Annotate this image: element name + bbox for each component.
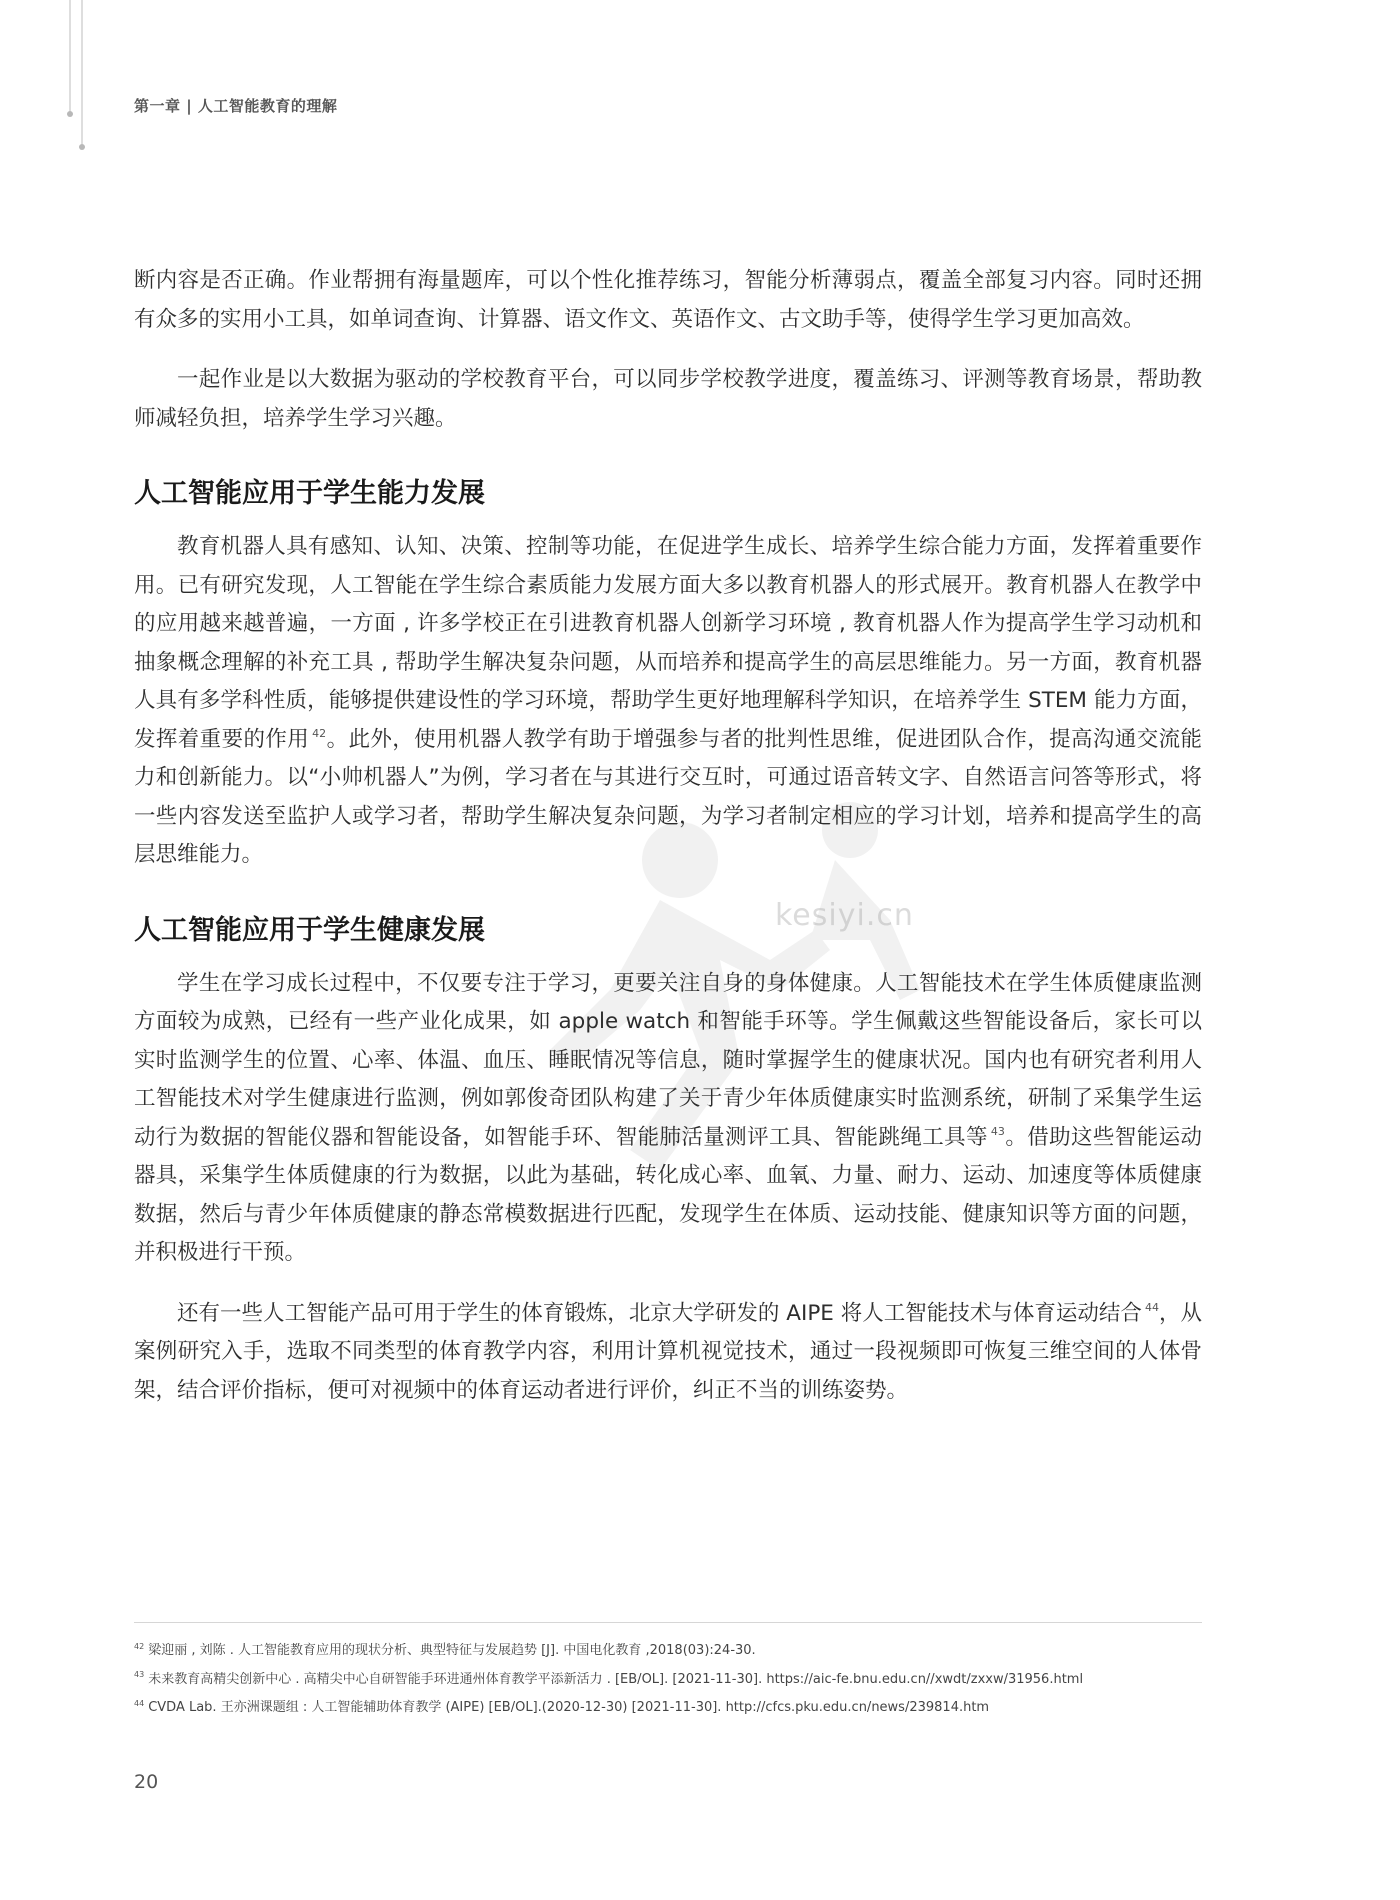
footnote: [134, 1666, 1202, 1695]
section-title-health: 人工智能应用于学生健康发展: [134, 914, 485, 946]
footnote-text: 未来教育高精尖创新中心 . 高精尖中心自研智能手环进通州体育教学平添新活力 . [EB/OL]. [2021-11-30]. https://aic-fe.bnu.edu.cn//xwdt/zxxw/31956.html: [148, 1671, 1084, 1687]
margin-decoration: [62, 0, 102, 160]
footnotes: [134, 1637, 1202, 1723]
footnote: [134, 1637, 1202, 1666]
footnote-text: CVDA Lab. 王亦洲课题组 : 人工智能辅助体育教学 (AIPE) [EB/OL].(2020-12-30) [2021-11-30]. http://cfcs.pku.edu.cn/news/239814.htm: [148, 1700, 990, 1715]
footnote-number: 44: [134, 1698, 145, 1708]
paragraph-text: 教育机器人具有感知、认知、决策、控制等功能，在促进学生成长、培养学生综合能力方面，发挥着重要作用。已有研究发现，人工智能在学生综合素质能力发展方面大多以教育机器人的形式展开。教育机器人在教学中的应用越来越普遍，一方面 , 许多学校正在引进教育机器人创新学习环境 , 教育机器人作为提高学生学习动机和抽象概念理解的补充工具 , 帮助学生解决复杂问题，从而培养和提高学生的高层思维能力。另一方面，教育机器人具有多学科性质，能够提供建设性的学习环境，帮助学生更好地理解科学知识，在培养学生 STEM 能力方面，发挥着重要的作用: [134, 534, 1202, 752]
footnote-ref[interactable]: 43: [990, 1125, 1005, 1139]
paragraph: 断内容是否正确。作业帮拥有海量题库，可以个性化推荐练习，智能分析薄弱点，覆盖全部复习内容。同时还拥有众多的实用小工具，如单词查询、计算器、语文作文、英语作文、古文助手等，使得学生学习更加高效。: [134, 268, 1202, 332]
paragraph-text: 。此外，使用机器人教学有助于增强参与者的批判性思维，促进团队合作，提高沟通交流能力和创新能力。以“小帅机器人”为例，学习者在与其进行交互时，可通过语音转文字、自然语言问答等形式，将一些内容发送至监护人或学习者，帮助学生解决复杂问题，为学习者制定相应的学习计划，培养和提高学生的高层思维能力。: [134, 726, 1202, 867]
watermark-text: kesiyi.cn: [775, 898, 914, 933]
footnote-text: 梁迎丽 , 刘陈 . 人工智能教育应用的现状分析、典型特征与发展趋势 [J]. 中国电化教育 ,2018(03):24-30.: [148, 1643, 756, 1658]
footnote-number: 43: [134, 1670, 145, 1680]
paragraph: [134, 965, 1202, 1273]
footnote-ref[interactable]: 44: [1144, 1301, 1159, 1315]
main-content: [134, 262, 1202, 1432]
paragraph: [134, 1295, 1202, 1411]
footnote-divider: [134, 1622, 1202, 1623]
footnote-number: 42: [134, 1641, 145, 1651]
paragraph-text: ，从案例研究入手，选取不同类型的体育教学内容，利用计算机视觉技术，通过一段视频即可恢复三维空间的人体骨架，结合评价指标，便可对视频中的体育运动者进行评价，纠正不当的训练姿势。: [134, 1300, 1202, 1403]
footnote-ref[interactable]: 42: [312, 727, 327, 741]
paragraph: 一起作业是以大数据为驱动的学校教育平台，可以同步学校教学进度，覆盖练习、评测等教育场景，帮助教师减轻负担，培养学生学习兴趣。: [134, 367, 1202, 431]
paragraph-text: 学生在学习成长过程中，不仅要专注于学习，更要关注自身的身体健康。人工智能技术在学生体质健康监测方面较为成熟，已经有一些产业化成果，如 apple watch 和智能手环等。学生佩戴这些智能设备后，家长可以实时监测学生的位置、心率、体温、血压、睡眠情况等信息，随时掌握学生的健康状况。国内也有研究者利用人工智能技术对学生健康进行监测，例如郭俊奇团队构建了关于青少年体质健康实时监测系统，研制了采集学生运动行为数据的智能仪器和智能设备，如智能手环、智能肺活量测评工具、智能跳绳工具等: [134, 970, 1202, 1150]
paragraph: [134, 528, 1202, 875]
running-header: 第一章 | 人工智能教育的理解: [134, 97, 338, 115]
paragraph-text: 。借助这些智能运动器具，采集学生体质健康的行为数据，以此为基础，转化成心率、血氧、力量、耐力、运动、加速度等体质健康数据，然后与青少年体质健康的静态常模数据进行匹配，发现学生在体质、运动技能、健康知识等方面的问题，并积极进行干预。: [134, 1124, 1202, 1265]
section-title-ability: 人工智能应用于学生能力发展: [134, 478, 485, 509]
paragraph-text: 还有一些人工智能产品可用于学生的体育锻炼，北京大学研发的 AIPE 将人工智能技术与体育运动结合: [177, 1300, 1142, 1326]
footnote: [134, 1694, 1202, 1723]
page-number: 20: [134, 1771, 159, 1793]
